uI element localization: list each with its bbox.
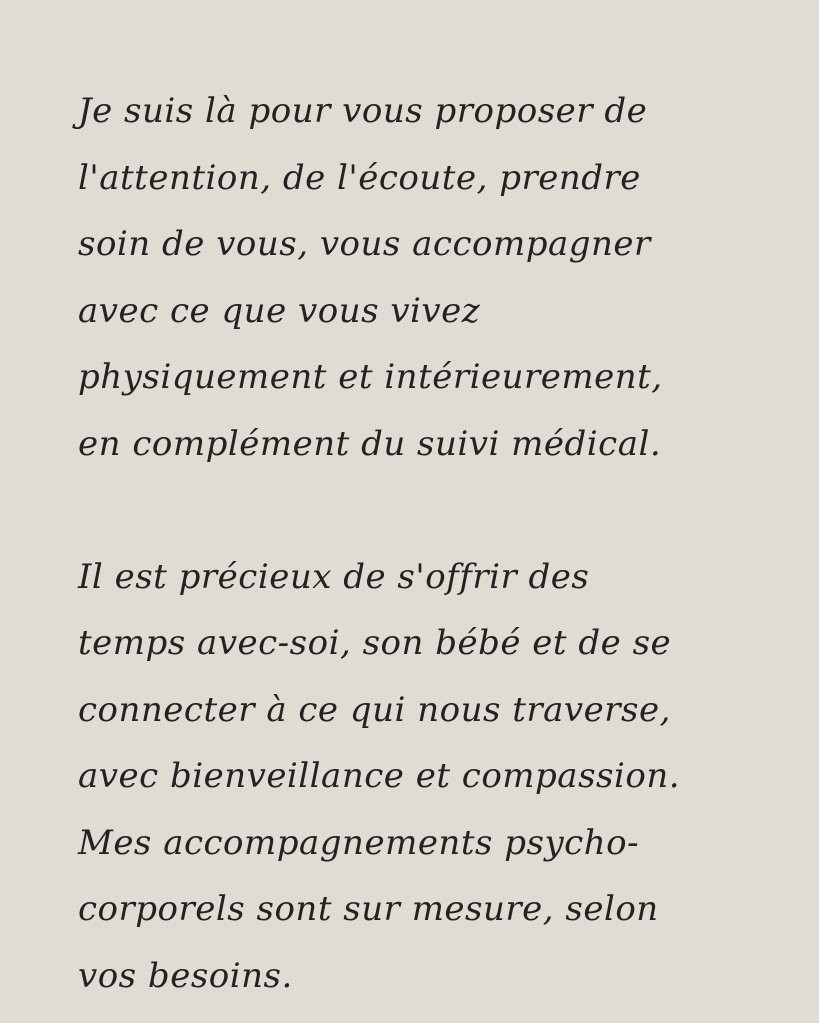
paragraph-1-line: soin de vous, vous accompagner xyxy=(78,224,651,264)
paragraph-2-line: corporels sont sur mesure, selon xyxy=(78,889,659,929)
paragraph-2-line: connecter à ce qui nous traverse, xyxy=(78,689,671,730)
handwritten-text xyxy=(78,78,778,1009)
paragraph-1-line: Je suis là pour vous proposer de xyxy=(78,91,648,131)
paragraph-1-line: physiquement et intérieurement, xyxy=(78,357,663,397)
paragraph-1-line: en complément du suivi médical. xyxy=(78,423,662,464)
paragraph-2-line: Mes accompagnements psycho- xyxy=(78,822,640,863)
paragraph-2-line: avec bienveillance et compassion. xyxy=(78,756,681,796)
paragraph-1-line: l'attention, de l'écoute, prendre xyxy=(78,157,641,198)
paragraph-2-line: temps avec-soi, son bébé et de se xyxy=(78,623,672,663)
paragraph-2-line: Il est précieux de s'offrir des xyxy=(78,556,590,597)
paragraph-spacer xyxy=(78,477,778,544)
paragraph-2-line: vos besoins. xyxy=(78,955,293,996)
paragraph-1-line: avec ce que vous vivez xyxy=(78,290,481,331)
